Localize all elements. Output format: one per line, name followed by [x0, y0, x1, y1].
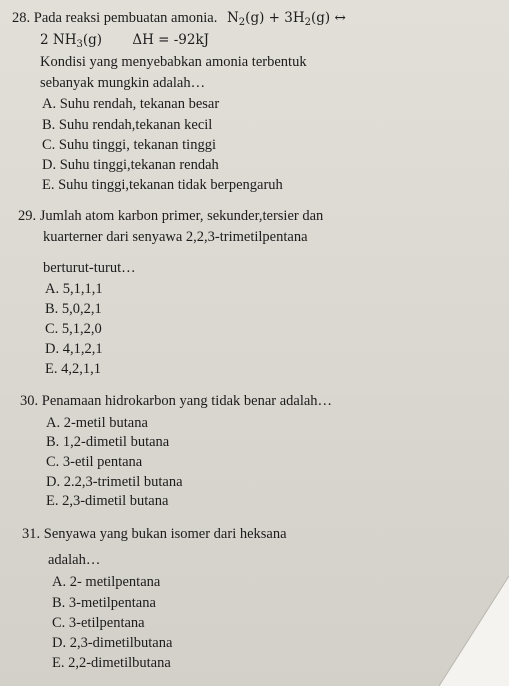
- q31-stem-line2: adalah…: [48, 552, 101, 568]
- q30-option-e: E. 2,3-dimetil butana: [46, 493, 169, 509]
- q31-option-a: A. 2- metilpentana: [52, 574, 161, 590]
- q29-stem-line3: berturut-turut…: [43, 260, 136, 276]
- q28-stem-line3: Kondisi yang menyebabkan amonia terbentuk: [40, 54, 307, 70]
- eq2-nh: 2 NH: [40, 32, 77, 48]
- q31-option-c: C. 3-etilpentana: [52, 615, 145, 631]
- q28-enthalpy: ΔH = -92kJ: [132, 32, 210, 48]
- q31-option-b: B. 3-metilpentana: [52, 595, 156, 611]
- eq2-state: (g): [82, 32, 103, 48]
- q28-option-c: C. Suhu tinggi, tekanan tinggi: [42, 137, 216, 153]
- q28-stem-line4: sebanyak mungkin adalah…: [40, 75, 206, 91]
- eq-n2: N: [226, 10, 239, 26]
- paper-fold: [439, 576, 509, 686]
- q31-option-e: E. 2,2-dimetilbutana: [52, 655, 171, 671]
- q29-stem-line2: kuarterner dari senyawa 2,2,3-trimetilpentana: [43, 229, 308, 245]
- q30-option-d: D. 2.2,3-trimetil butana: [46, 474, 183, 490]
- q28-stem-line1: [12, 10, 346, 31]
- q28-option-a: A. Suhu rendah, tekanan besar: [42, 96, 220, 112]
- eq-h2-sub: 2: [304, 17, 311, 28]
- q28-option-b: B. Suhu rendah,tekanan kecil: [42, 117, 213, 133]
- eq-h2-state: (g) ↔: [310, 10, 346, 26]
- q31-option-d: D. 2,3-dimetilbutana: [52, 635, 173, 651]
- eq2-nh-sub: 3: [76, 39, 83, 50]
- q28-equation-line2: [40, 32, 209, 53]
- q29-option-d: D. 4,1,2,1: [45, 341, 103, 357]
- q30-stem-line1: 30. Penamaan hidrokarbon yang tidak benar adalah…: [20, 393, 333, 409]
- q31-stem-line1: 31. Senyawa yang bukan isomer dari heksana: [22, 526, 287, 542]
- q29-option-c: C. 5,1,2,0: [45, 321, 102, 337]
- q28-option-d: D. Suhu tinggi,tekanan rendah: [42, 157, 219, 173]
- q29-option-e: E. 4,2,1,1: [45, 361, 101, 377]
- eq-n2-sub: 2: [238, 17, 246, 28]
- q29-option-a: A. 5,1,1,1: [45, 281, 103, 297]
- q28-option-e: E. Suhu tinggi,tekanan tidak berpengaruh: [42, 177, 283, 193]
- q30-option-a: A. 2-metil butana: [46, 415, 148, 431]
- q29-option-b: B. 5,0,2,1: [45, 301, 102, 317]
- q30-option-b: B. 1,2-dimetil butana: [46, 434, 170, 450]
- q30-option-c: C. 3-etil pentana: [46, 454, 143, 470]
- q28-equation: [227, 10, 346, 26]
- eq-n2-state: (g) + 3H: [245, 10, 305, 26]
- q28-stem-text: 28. Pada reaksi pembuatan amonia.: [12, 10, 218, 26]
- q29-stem-line1: 29. Jumlah atom karbon primer, sekunder,tersier dan: [18, 208, 324, 224]
